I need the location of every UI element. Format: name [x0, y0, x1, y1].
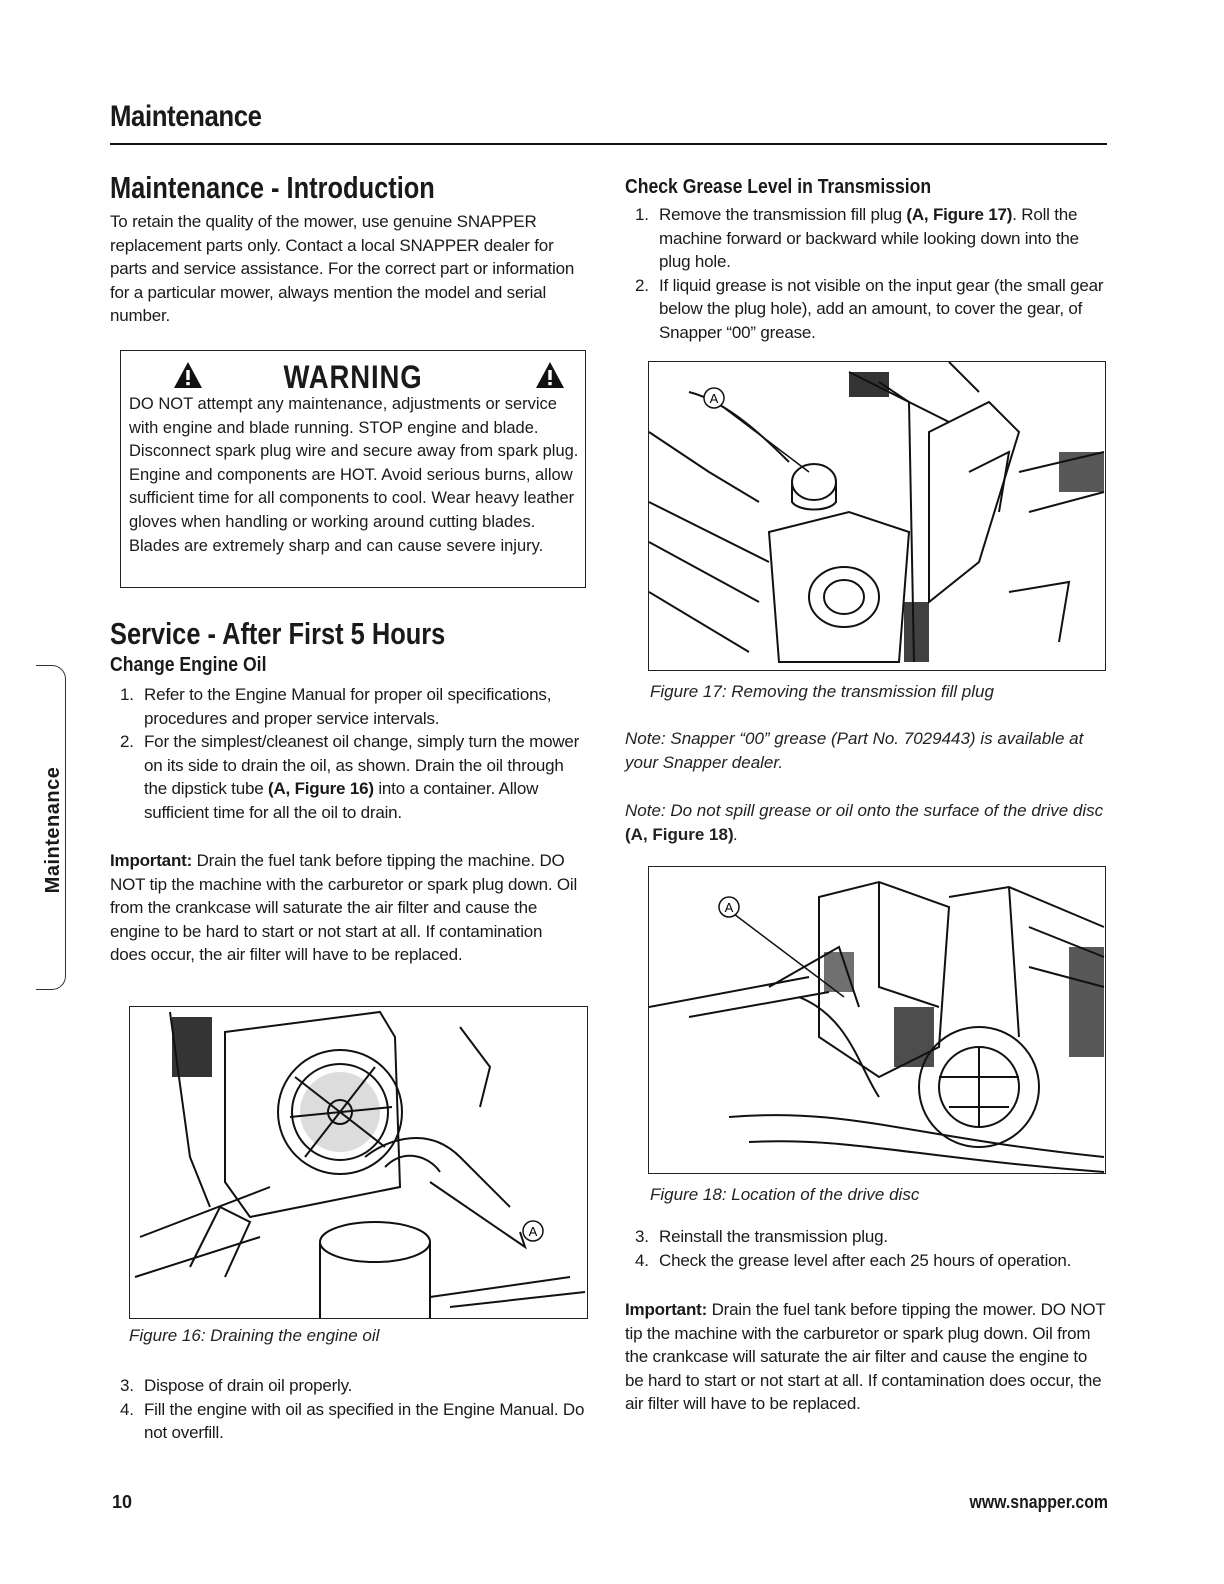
- grease-part-note: Note: Snapper “00” grease (Part No. 7029443) is available at your Snapper dealer.: [625, 729, 1084, 772]
- oil-important-note: [110, 849, 580, 967]
- important-text: Drain the fuel tank before tipping the mower. DO NOT tip the machine with the carburetor or spark plug down. Oil from the crankcase will saturate the air filter and cause the engine to be hard to start or not start at all. If contamination does occur, the air filter will have to be replaced.: [625, 1300, 1106, 1413]
- figure-reference: (A, Figure 18): [625, 825, 734, 844]
- grease-steps-b: [625, 1225, 1110, 1272]
- list-item: [625, 1225, 1110, 1249]
- warning-title: WARNING: [283, 359, 423, 395]
- step-text: Check the grease level after each 25 hours of operation.: [659, 1250, 1072, 1270]
- figure-16-caption: Figure 16: Draining the engine oil: [129, 1326, 380, 1345]
- warning-triangle-icon: [535, 361, 565, 389]
- step-number: 4.: [120, 1399, 134, 1419]
- step-number: 1.: [635, 205, 649, 224]
- important-text: Drain the fuel tank before tipping the machine. DO NOT tip the machine with the carburetor or spark plug down. Oil from the crankcase will saturate the air filter and cause the engine to be hard to start or not start at all. If contamination does occur, the air filter will have to be replaced.: [110, 851, 578, 964]
- figure-callout-label: A: [528, 1224, 538, 1239]
- step-number: 3.: [635, 1227, 649, 1246]
- transmission-plug-illustration: [649, 362, 1106, 671]
- step-number: 3.: [120, 1376, 134, 1395]
- drive-disc-note: [625, 799, 1107, 847]
- figure-16-image: [129, 1006, 588, 1319]
- list-item: [110, 1374, 590, 1398]
- figure-reference: (A, Figure 17): [906, 205, 1013, 224]
- step-text: Reinstall the transmission plug.: [659, 1227, 888, 1246]
- figure-18-caption: Figure 18: Location of the drive disc: [650, 1185, 920, 1204]
- warning-box: [120, 350, 586, 588]
- intro-title: Maintenance - Introduction: [110, 170, 435, 205]
- step-number: 2.: [635, 275, 649, 295]
- figure-reference: (A, Figure 16): [267, 779, 374, 798]
- grease-steps-a: [625, 203, 1110, 344]
- step-text: . Roll the machine forward or backward while looking down into the plug hole.: [659, 205, 1079, 271]
- note-text: .: [733, 825, 739, 844]
- list-item: [625, 274, 1110, 345]
- list-item: [625, 1249, 1110, 1273]
- step-text: into a container. Allow sufficient time for all the oil to drain.: [144, 779, 539, 822]
- website-link[interactable]: www.snapper.com: [969, 1492, 1108, 1512]
- list-item: [110, 683, 586, 730]
- service-title: Service - After First 5 Hours: [110, 616, 446, 651]
- page-number: 10: [112, 1492, 133, 1512]
- step-text: Remove the transmission fill plug: [659, 205, 907, 224]
- figure-callout-label: A: [709, 391, 719, 406]
- step-text: If liquid grease is not visible on the input gear (the small gear below the plug hole), add an amount, to cover the gear, of Snapper “00” grease.: [659, 275, 1104, 342]
- warning-text: DO NOT attempt any maintenance, adjustments or service with engine and blade running. STOP engine and blade. Disconnect spark plug wire and secure away from spark plug. Engine and components are HOT. Avoid serious burns, allow sufficient time for all components to cool. Wear heavy leather gloves when handling or working around cutting blades. Blades are extremely sharp and can cause severe injury.: [129, 395, 579, 555]
- figure-17-caption: Figure 17: Removing the transmission fill plug: [650, 682, 994, 701]
- figure-callout-label: A: [724, 900, 734, 915]
- figure-18-image: [648, 866, 1106, 1174]
- step-number: 1.: [120, 685, 134, 704]
- step-text: Refer to the Engine Manual for proper oil specifications, procedures and proper service intervals.: [144, 685, 552, 728]
- drive-disc-illustration: [649, 867, 1106, 1174]
- oil-steps-b: [110, 1374, 590, 1445]
- draining-oil-illustration: [130, 1007, 588, 1319]
- change-oil-subtitle: Change Engine Oil: [110, 654, 267, 676]
- list-item: [110, 1398, 590, 1445]
- step-text: Fill the engine with oil as specified in the Engine Manual. Do not overfill.: [144, 1399, 585, 1442]
- header-rule: [110, 143, 1107, 145]
- step-number: 2.: [120, 732, 134, 751]
- oil-steps-a: [110, 683, 586, 824]
- step-text: For the simplest/cleanest oil change, simply turn the mower on its side to drain the oil, as shown. Drain the oil through the dipstick tube: [144, 732, 580, 798]
- note-text: Note: Do not spill grease or oil onto the surface of the drive disc: [625, 801, 1104, 820]
- list-item: [110, 730, 586, 824]
- grease-important-note: [625, 1298, 1107, 1416]
- page-section-title: Maintenance: [110, 100, 262, 133]
- intro-text: To retain the quality of the mower, use genuine SNAPPER replacement parts only. Contact a local SNAPPER dealer for parts and service assistance. For the correct part or information for a particular mower, always mention the model and serial number.: [110, 212, 575, 325]
- list-item: [625, 203, 1110, 274]
- side-tab-label: Maintenance: [42, 766, 64, 894]
- figure-17-image: [648, 361, 1106, 671]
- step-text: Dispose of drain oil properly.: [144, 1376, 353, 1395]
- important-label: Important:: [625, 1300, 708, 1319]
- grease-title: Check Grease Level in Transmission: [625, 176, 932, 198]
- important-label: Important:: [110, 851, 193, 870]
- step-number: 4.: [635, 1250, 649, 1270]
